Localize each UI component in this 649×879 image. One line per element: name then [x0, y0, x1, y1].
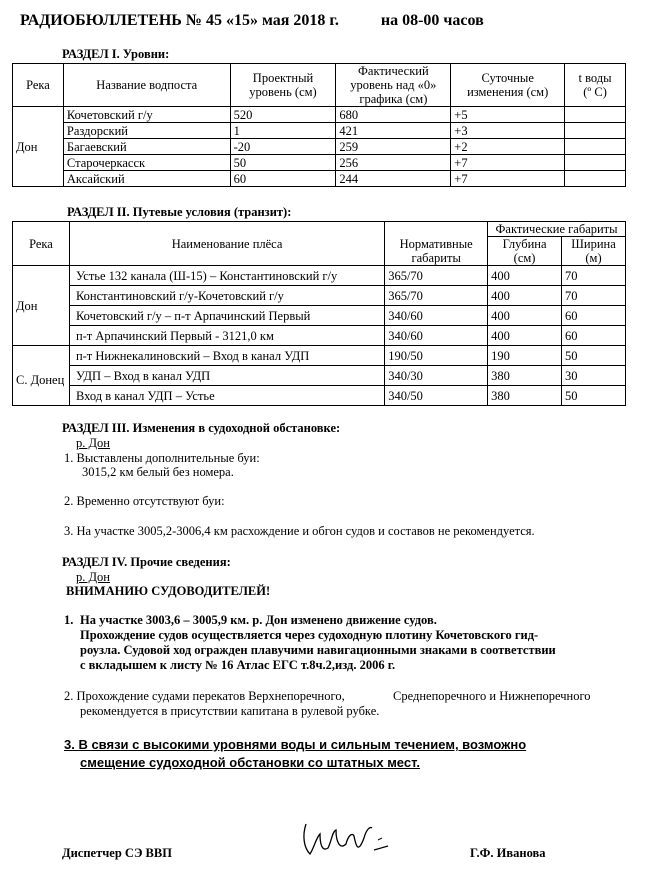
- gauge-name: Раздорский: [63, 123, 230, 139]
- levels-header-actual: Фактический уровень над «0» графика (см): [336, 64, 451, 107]
- table-row: [13, 123, 626, 139]
- waterway-river-cell: С. Донец: [13, 346, 70, 406]
- table-row: [13, 326, 626, 346]
- levels-table: [12, 63, 626, 187]
- levels-river-cell: Дон: [13, 107, 64, 187]
- actual-width: 60: [562, 306, 626, 326]
- water-temp: [565, 123, 626, 139]
- section-3-item-2: 2. Временно отсутствуют буи:: [64, 494, 225, 508]
- section-4-title: РАЗДЕЛ IV. Прочие сведения:: [62, 555, 231, 569]
- reach-name: Константиновский г/у-Кочетовский г/у: [69, 286, 384, 306]
- actual-level: 244: [336, 171, 451, 187]
- actual-width: 30: [562, 366, 626, 386]
- design-level: 60: [230, 171, 336, 187]
- reach-name: п-т Нижнекалиновский – Вход в канал УДП: [69, 346, 384, 366]
- levels-header-name: Название водпоста: [63, 64, 230, 107]
- reach-name: Вход в канал УДП – Устье: [69, 386, 384, 406]
- daily-change: +7: [451, 171, 565, 187]
- table-row: [13, 286, 626, 306]
- normative-dims: 340/30: [385, 366, 488, 386]
- water-temp: [565, 155, 626, 171]
- bulletin-time: на 08-00 часов: [380, 12, 484, 29]
- section-4-item-1-line-1: На участке 3003,6 – 3005,9 км. р. Дон изменено движение судов.: [80, 613, 437, 627]
- waterway-header-actual: Фактические габариты: [488, 222, 626, 237]
- section-3-title: РАЗДЕЛ III. Изменения в судоходной обстановке:: [62, 421, 341, 435]
- water-temp: [565, 171, 626, 187]
- section-4-item-3-line-2: смещение судоходной обстановки со штатных мест.: [80, 755, 420, 770]
- reach-name: Кочетовский г/у – п-т Арпачинский Первый: [69, 306, 384, 326]
- gauge-name: Кочетовский г/у: [63, 107, 230, 123]
- daily-change: +5: [451, 107, 565, 123]
- design-level: -20: [230, 139, 336, 155]
- normative-dims: 365/70: [385, 266, 488, 286]
- section-4-item-1-line-3: роузла. Судовой ход огражден плавучими навигационными знаками в соответствии: [80, 643, 556, 657]
- waterway-header-river: Река: [13, 222, 70, 266]
- waterway-header-depth: Глубина (см): [488, 237, 562, 266]
- waterway-header-width: Ширина (м): [562, 237, 626, 266]
- table-row: [13, 386, 626, 406]
- attention-heading: ВНИМАНИЮ СУДОВОДИТЕЛЕЙ!: [66, 584, 271, 598]
- section-3-item-1: 1. Выставлены дополнительные буи:: [64, 451, 260, 465]
- levels-header-design: Проектный уровень (см): [230, 64, 336, 107]
- actual-level: 256: [336, 155, 451, 171]
- water-temp: [565, 139, 626, 155]
- table-row: [13, 306, 626, 326]
- actual-depth: 400: [488, 326, 562, 346]
- section-3-item-3: 3. На участке 3005,2-3006,4 км расхождение и обгон судов и составов не рекомендуется.: [64, 524, 535, 538]
- waterway-header-normative: Нормативные габариты: [385, 222, 488, 266]
- bulletin-title-left: РАДИОБЮЛЛЕТЕНЬ № 45 «15» мая 2018 г.: [20, 12, 339, 29]
- bulletin-title: [20, 12, 484, 30]
- gauge-name: Багаевский: [63, 139, 230, 155]
- signature: [296, 818, 396, 860]
- actual-level: 259: [336, 139, 451, 155]
- section-4-item-2-line-1a: 2. Прохождение судами перекатов Верхнепоречного,: [64, 689, 345, 703]
- dispatcher-name: Г.Ф. Иванова: [470, 846, 546, 860]
- actual-width: 70: [562, 266, 626, 286]
- actual-depth: 400: [488, 286, 562, 306]
- levels-header-daily-change: Суточные изменения (см): [451, 64, 565, 107]
- actual-width: 60: [562, 326, 626, 346]
- section-1-title: РАЗДЕЛ I. Уровни:: [62, 47, 170, 61]
- table-row: [13, 139, 626, 155]
- table-row: [13, 155, 626, 171]
- normative-dims: 340/60: [385, 326, 488, 346]
- waterway-header-reach: Наименование плёса: [69, 222, 384, 266]
- section-4-item-3-line-1: 3. В связи с высокими уровнями воды и сильным течением, возможно: [64, 737, 527, 752]
- section-2-title: РАЗДЕЛ II. Путевые условия (транзит):: [67, 205, 292, 219]
- normative-dims: 190/50: [385, 346, 488, 366]
- gauge-name: Аксайский: [63, 171, 230, 187]
- section-4-item-2-line-2: рекомендуется в присутствии капитана в рулевой рубке.: [80, 704, 380, 718]
- normative-dims: 340/50: [385, 386, 488, 406]
- daily-change: +3: [451, 123, 565, 139]
- table-row: [13, 171, 626, 187]
- waterway-table: [12, 221, 626, 406]
- actual-width: 50: [562, 386, 626, 406]
- water-temp: [565, 107, 626, 123]
- actual-width: 70: [562, 286, 626, 306]
- levels-header-water-temp: t воды (º С): [565, 64, 626, 107]
- section-4-item-2-line-1b: Среднепоречного и Нижнепоречного: [393, 689, 591, 703]
- actual-depth: 380: [488, 386, 562, 406]
- actual-depth: 380: [488, 366, 562, 386]
- actual-level: 680: [336, 107, 451, 123]
- design-level: 1: [230, 123, 336, 139]
- gauge-name: Старочеркасск: [63, 155, 230, 171]
- reach-name: УДП – Вход в канал УДП: [69, 366, 384, 386]
- waterway-river-cell: Дон: [13, 266, 70, 346]
- reach-name: п-т Арпачинский Первый - 3121,0 км: [69, 326, 384, 346]
- table-row: [13, 107, 626, 123]
- section-4-item-1-line-4: с вкладышем к листу № 16 Атлас ЕГС т.8ч.2,изд. 2006 г.: [80, 658, 396, 672]
- section-3-item-1-detail: 3015,2 км белый без номера.: [82, 465, 234, 479]
- design-level: 50: [230, 155, 336, 171]
- actual-level: 421: [336, 123, 451, 139]
- actual-depth: 400: [488, 306, 562, 326]
- section-4-item-1-line-2: Прохождение судов осуществляется через судоходную плотину Кочетовского гид-: [80, 628, 539, 642]
- section-4-river: р. Дон: [76, 570, 110, 584]
- table-row: [13, 266, 626, 286]
- table-row: [13, 366, 626, 386]
- normative-dims: 340/60: [385, 306, 488, 326]
- daily-change: +2: [451, 139, 565, 155]
- design-level: 520: [230, 107, 336, 123]
- section-4-item-1-number: 1.: [64, 613, 74, 627]
- dispatcher-role: Диспетчер СЭ ВВП: [62, 846, 172, 860]
- levels-header-river: Река: [13, 64, 64, 107]
- section-3-river: р. Дон: [76, 436, 110, 450]
- table-row: [13, 346, 626, 366]
- normative-dims: 365/70: [385, 286, 488, 306]
- reach-name: Устье 132 канала (Ш-15) – Константиновский г/у: [69, 266, 384, 286]
- actual-depth: 400: [488, 266, 562, 286]
- actual-width: 50: [562, 346, 626, 366]
- daily-change: +7: [451, 155, 565, 171]
- actual-depth: 190: [488, 346, 562, 366]
